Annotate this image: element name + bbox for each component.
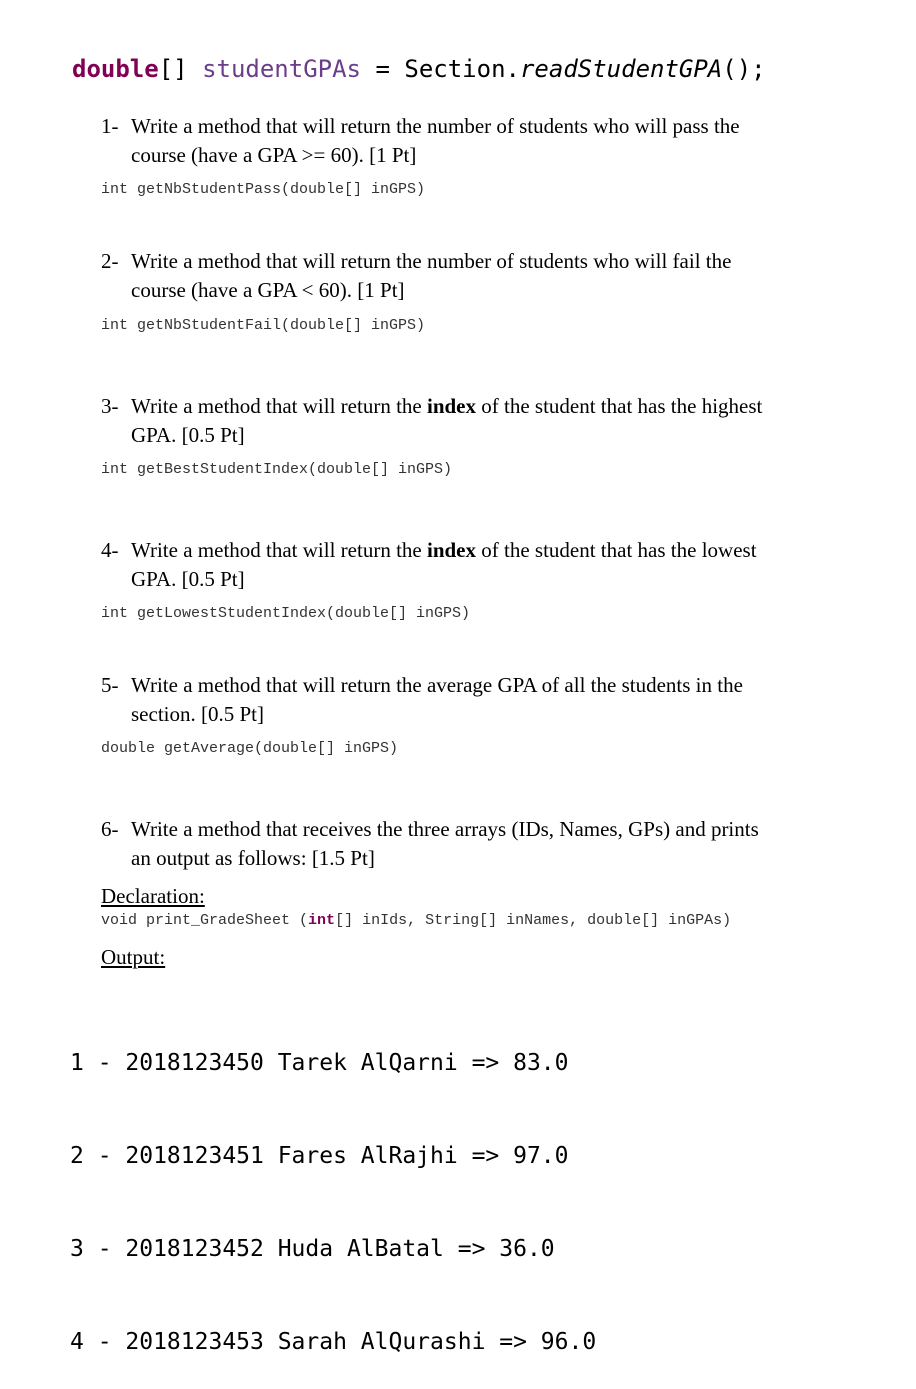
- question-text-line2: course (have a GPA >= 60). [1 Pt]: [131, 143, 417, 167]
- declaration-signature: [101, 912, 731, 929]
- question-text-bold: index: [426, 394, 476, 418]
- method-signature-1: int getNbStudentPass(double[] inGPS): [101, 181, 426, 198]
- variable-name: studentGPAs: [202, 55, 362, 83]
- question-1: [101, 112, 831, 170]
- header-code-line: [72, 55, 766, 83]
- question-number: 6-: [101, 817, 119, 841]
- declaration-sig-post: [] inIds, String[] inNames, double[] inGPAs): [335, 912, 732, 929]
- question-text-pre: Write a method that will return the: [131, 394, 427, 418]
- declaration-sig-pre: void print_GradeSheet (: [101, 912, 309, 929]
- question-text-line2: GPA. [0.5 Pt]: [131, 567, 245, 591]
- question-text-bold: index: [426, 538, 476, 562]
- method-signature-3: int getBestStudentIndex(double[] inGPS): [101, 461, 453, 478]
- output-line: 4 - 2018123453 Sarah AlQurashi => 96.0: [70, 1329, 597, 1355]
- question-number: 1-: [101, 114, 119, 138]
- question-number: 3-: [101, 394, 119, 418]
- array-brackets: []: [158, 55, 188, 83]
- question-number: 5-: [101, 673, 119, 697]
- output-line: 3 - 2018123452 Huda AlBatal => 36.0: [70, 1236, 555, 1262]
- question-text-line2: GPA. [0.5 Pt]: [131, 423, 245, 447]
- declaration-sig-keyword: int: [308, 912, 336, 929]
- question-3: [101, 392, 831, 450]
- question-text-line2: section. [0.5 Pt]: [131, 702, 264, 726]
- method-signature-5: double getAverage(double[] inGPS): [101, 740, 399, 757]
- class-name: Section.: [404, 55, 520, 83]
- question-6: [101, 815, 831, 873]
- question-text-line1: Write a method that will return the number of students who will pass the: [131, 114, 740, 138]
- output-line: 1 - 2018123450 Tarek AlQarni => 83.0: [70, 1050, 569, 1076]
- question-text-line1: Write a method that will return the average GPA of all the students in the: [131, 673, 743, 697]
- question-number: 4-: [101, 538, 119, 562]
- method-signature-2: int getNbStudentFail(double[] inGPS): [101, 317, 426, 334]
- output-label: Output:: [101, 945, 166, 969]
- question-text-line1: Write a method that will return the number of students who will fail the: [131, 249, 732, 273]
- declaration-label: Declaration:: [101, 884, 205, 908]
- output-line: 2 - 2018123451 Fares AlRajhi => 97.0: [70, 1143, 569, 1169]
- question-4: [101, 536, 831, 594]
- call-tail: ();: [722, 55, 766, 83]
- method-name: readStudentGPA: [519, 55, 723, 83]
- method-signature-4: int getLowestStudentIndex(double[] inGPS): [101, 605, 471, 622]
- equals-sign: =: [375, 55, 390, 83]
- question-text-pre: Write a method that will return the: [131, 538, 427, 562]
- question-number: 2-: [101, 249, 119, 273]
- question-text-line1: Write a method that receives the three arrays (IDs, Names, GPs) and prints: [131, 817, 759, 841]
- question-text-post: of the student that has the highest: [476, 394, 763, 418]
- question-text-line2: course (have a GPA < 60). [1 Pt]: [131, 278, 405, 302]
- question-5: [101, 671, 831, 729]
- question-text-post: of the student that has the lowest: [476, 538, 757, 562]
- type-keyword: double: [72, 55, 159, 83]
- question-text-line2: an output as follows: [1.5 Pt]: [131, 846, 375, 870]
- question-2: [101, 247, 831, 305]
